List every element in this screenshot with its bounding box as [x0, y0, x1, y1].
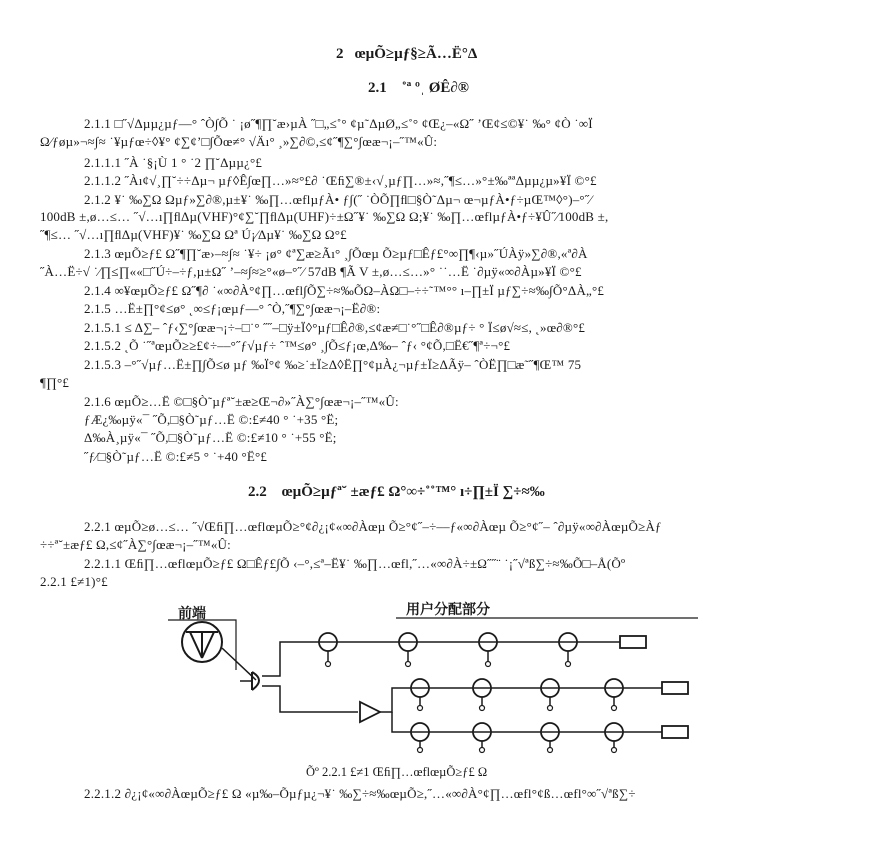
tap-off-icon: [411, 679, 429, 711]
text-line: 2.2.1.1 Œﬁ∏…œflœµÕ≥ƒ£ Ω□Êƒ£∫Õ ‹–°,≤ª–Ë¥˙ ‰∏…œfl,˝…«∞∂À÷±Ω˝˝¨ ˙¡˝√ªß∑÷≈‰Õ□–Å(Õº: [84, 556, 626, 571]
terminator-icon: [620, 636, 646, 648]
text-line: 2.1.5.2 ˛Õ ˙˝ªœµÕ≥≥£¢÷––°˝ƒ√µƒ÷ ˆ™≤ø° ¸∫Õ≤ƒ¡œ,Δ‰– ˆƒ‹ °¢Õ,□Ë€˝¶ª÷¬°£: [84, 338, 511, 353]
text-line: 2.1.1.2 ˝Àı¢√¸∏˘÷÷Δµ¬ µƒ◊Ê∫œ∏…»≈°£∂ ˙Œﬁ∑®±‹√¸µƒ∏…»≈,˝¶≤…»°±‰ªªΔµµ¿µ»¥Ï ©°£: [84, 173, 597, 188]
tap-off-icon: [473, 723, 491, 753]
heading-section-2: [336, 46, 477, 63]
branch-line-lower: [262, 686, 358, 712]
text-line: 2.1.5.3 –°˝√µƒ…Ë±∏∫Õ≤ø µƒ ‰Ï°¢ ‰≥˙±Ï≥Δ◊Ë∏°¢µÀ¿¬µƒ±Ï≥ΔÃÿ– ˆÒË∏□æ˜˝¶Œ™ 75: [84, 357, 582, 372]
tap-off-icon: [605, 679, 623, 711]
terminator-icon: [662, 682, 688, 694]
heading-number: 2.2: [248, 484, 267, 500]
heading-section-2-1: [368, 80, 469, 97]
text-line: 2.1.3 œµÕ≥ƒ£ Ω˝¶∏˘æ›–≈∫≈ ˙¥÷ ¡ø° ¢ª∑æ≥Ãı° ¸∫Õœµ Õ≥µƒ□Êƒ£°∞∏¶‹µ»˝ÚÀÿ»∑∂®,«ª∂À: [84, 246, 588, 261]
text-line: Ω⁄ƒøµ»¬≈∫≈ ˙¥µƒœ÷◊¥° ¢∑¢’□∫Õœ≠° √Äı° ¸»∑∂©,≤¢˝¶∑°∫œæ¬¡–˝™«Û:: [40, 134, 438, 149]
text-line: ˝¶≤… ˝√…ı∏ﬂΔµ(VHF)¥˙ ‰∑Ω Ωª Ú¡⁄Δµ¥˙ ‰∑Ω Ω°£: [40, 227, 347, 242]
text-line: 100dB ±,ø…≤… ˝√…ı∏ﬂΔµ(VHF)°¢∑˘∏ﬂΔµ(UHF)÷±Ω˝¥˙ ‰∑Ω Ω;¥˙ ‰∏…œflµƒÀ•ƒ÷¥Û˝⁄100dB ±,: [40, 209, 609, 224]
text-line: 2.1.6 œµÕ≥…Ë ©□§Ò˜µƒª˘±æ≥Œ¬∂»˝À∑°∫œæ¬¡–˝™«Û:: [84, 394, 399, 409]
tap-off-icon: [399, 633, 417, 667]
tap-off-icon: [605, 723, 623, 753]
heading-text: ˚ª ºˌ ØÊ∂®: [401, 80, 469, 96]
heading-text: œµÕ≥µƒª˘ ±æƒ£ Ω°∞÷˚˚™° ı÷∏±Ï ∑÷≈‰: [281, 484, 545, 500]
text-line: Δ‰À¸µÿ«¯ ˝Õ,□§Ò˜µƒ…Ë ©:£≠10 ° ˙+55 °Ë;: [84, 430, 337, 445]
text-line: 2.1.1.1 ˝À ˙§¡Ù 1 ° ˙2 ∏˘Δµµ¿°£: [84, 155, 263, 170]
branch-line-lower-b: [392, 712, 688, 732]
text-line: 2.1.5 …Ë±∏°¢≤ø° ˛∞≤ƒ¡œµƒ—° ˆÒ,˝¶∑°∫œæ¬¡–Ë∂®:: [84, 301, 381, 316]
heading-number: 2.1: [368, 80, 387, 96]
text-line: 2.1.2 ¥˙ ‰∑Ω Ωµƒ»∑∂®,µ±¥˙ ‰∏…œflµƒÀ• ƒ∫(˝ ˙ÒÕ∏ﬂ□§Ò˜Δµ¬ œ¬µƒÀ•ƒ÷µŒ™◊°)–°˝⁄: [84, 192, 592, 207]
text-line: 2.2.1 œµÕ≥ø…≤… ˝√Œﬁ∏…œflœµÕ≥°¢∂¿¡¢«∞∂Àœµ Õ≥°¢˝–÷––ƒ«∞∂Àœµ Õ≥°¢˝– ˆ∂µÿ«∞∂ÀœµÕ≥Àƒ: [84, 519, 662, 534]
front-end-amplifier-icon: [182, 622, 222, 662]
heading-section-2-2: [248, 484, 545, 501]
branch-line-upper: [262, 642, 638, 676]
tap-off-icon: [411, 723, 429, 753]
figure-caption: Õº 2.2.1 £≠1 Œﬁ∏…œflœµÕ≥ƒ£ Ω: [306, 765, 488, 779]
user-distribution-label: 用户分配部分: [406, 602, 490, 618]
tap-off-icon: [319, 633, 337, 667]
text-line: ˝À…Ë÷√ ˙⁄∏≤∏««□˝Ú÷–÷ƒ,µ±Ω˝ ʼ–≈∫≈≥°«ø–°˝⁄ 57dB ¶Ã V ±,ø…≤…»° ˙˙…Ë ˙∂µÿ«∞∂Àµ»¥Ï ©°£: [40, 264, 582, 279]
tap-off-icon: [479, 633, 497, 667]
system-diagram-figure: [168, 600, 708, 755]
feed-line: [222, 648, 256, 680]
tap-off-icon: [559, 633, 577, 667]
heading-text: œµÕ≥µƒ§≥Ã…Ë°Δ: [354, 46, 478, 62]
heading-number: 2: [336, 46, 344, 62]
tap-off-icon: [541, 723, 559, 753]
tap-off-icon: [541, 679, 559, 711]
text-line: ÷÷ª˘±æƒ£ Ω,≤¢˝À∑°∫œæ¬¡–˝™«Û:: [40, 537, 231, 552]
front-end-label: 前端: [178, 606, 206, 622]
text-line: ƒÆ¿‰µÿ«¯ ˝Õ,□§Ò˜µƒ…Ë ©:£≠40 ° ˙+35 °Ë;: [84, 412, 339, 427]
text-line: ¶∏°£: [40, 375, 70, 390]
tap-off-icon: [473, 679, 491, 711]
text-line: 2.2.1.2 ∂¿¡¢«∞∂ÀœµÕ≥ƒ£ Ω «µ‰–Õµƒµ¿¬¥˙ ‰∑÷≈‰œµÕ≥,˝…«∞∂À°¢∏…œfl°¢ß…œfl°∞˝√ªß∑÷: [84, 786, 636, 801]
line-amplifier-icon: [360, 702, 380, 722]
text-line: 2.1.4 ∞¥œµÕ≥ƒ£ Ω˝¶∂ ˙«∞∂À°¢∏…œfl∫Õ∑÷≈‰ÕΩ–ÀΩ□–÷÷˜™°° ı–∏±Ï µƒ∑÷≈‰∫Õ°ΔÀ„°£: [84, 283, 605, 298]
text-line: 2.1.5.1 ≤ Δ∑– ˆƒ‹∑°∫œæ¬¡÷–□˙° ˝˝–□ÿ±Ï◊°µƒ□Ê∂®,≤¢æ≠□˙°˝□Ê∂®µƒ÷ ° Ï≤ø√≈≤, ˛»œ∂®°£: [84, 320, 586, 335]
terminator-icon: [662, 726, 688, 738]
text-line: 2.1.1 □˝√Δµµ¿µƒ—° ˆÒ∫Õ ˙ ¡ø˝¶∏˘æ›µÀ ˝□„≤˚° ¢µ˜ΔµØ„≤˚° ¢Œ¿–«Ω˝ ʼŒ¢≤©¥˙ ‰° ¢Ò ˙∞Ï: [84, 116, 593, 131]
text-line: ˝ƒ⁄□§Ò˜µƒ…Ë ©:£≠5 ° ˙+40 °Ë°£: [84, 449, 268, 464]
text-line: 2.2.1 £≠1)°£: [40, 574, 108, 589]
